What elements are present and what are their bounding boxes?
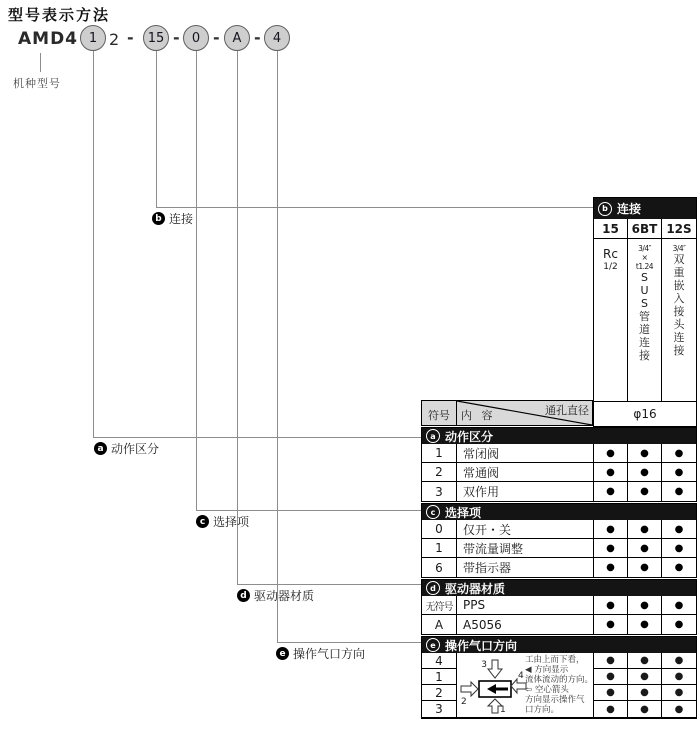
availability-dot: ● <box>594 520 628 538</box>
connection-cell-15 <box>594 239 628 401</box>
caption-leader-line <box>40 53 41 72</box>
row-content: 常闭阀 <box>457 444 594 462</box>
availability-dot: ● <box>662 685 696 701</box>
port-arrow-top-icon <box>488 660 502 678</box>
row-symbol: A <box>422 615 457 634</box>
cell-text: Rc <box>603 247 618 261</box>
section-header <box>422 428 696 444</box>
pointer-label-material <box>237 587 314 604</box>
availability-dot: ● <box>662 653 696 669</box>
model-caption: 机种型号 <box>13 77 61 90</box>
availability-dot: ● <box>628 615 662 634</box>
row-symbol: 无符号 <box>422 596 457 614</box>
row-symbol: 1 <box>422 669 456 685</box>
cell-text: 头 <box>673 318 685 331</box>
symbol-column-header: 符号 <box>422 401 457 425</box>
row-content: 常通阀 <box>457 463 594 481</box>
availability-dot: ● <box>628 444 662 462</box>
badge-c-icon: c <box>196 515 209 528</box>
connection-body <box>594 239 696 401</box>
cell-text: 3/4″ <box>638 244 651 253</box>
row-symbol: 1 <box>422 539 457 557</box>
code-dash: - <box>127 28 134 47</box>
section-action-table <box>421 427 697 502</box>
connector-line-b <box>156 51 157 207</box>
row-symbol: 0 <box>422 520 457 538</box>
connector-line-d <box>237 584 421 585</box>
cell-text: 接 <box>673 305 685 318</box>
cell-text: 管 <box>639 310 650 323</box>
availability-dot: ● <box>594 463 628 481</box>
row-symbol: 2 <box>422 685 456 701</box>
section-material-table <box>421 579 697 635</box>
note-line: 口方向。 <box>525 705 560 715</box>
section-header <box>422 504 696 520</box>
availability-dot: ● <box>674 703 684 715</box>
availability-dot: ● <box>594 444 628 462</box>
connector-line-e <box>277 642 421 643</box>
badge-c-icon: c <box>426 505 440 519</box>
table-row <box>422 539 696 558</box>
table-row <box>422 558 696 577</box>
availability-dot: ● <box>594 539 628 557</box>
matrix-header <box>421 400 593 426</box>
connection-columns <box>594 219 696 239</box>
availability-dot: ● <box>674 619 684 630</box>
availability-dot: ● <box>594 596 628 614</box>
pointer-label-text: 连接 <box>169 212 194 226</box>
row-symbol: 1 <box>422 444 457 462</box>
row-content: PPS <box>457 596 594 614</box>
cell-text: t1.24 <box>635 262 654 271</box>
port-arrow-right-icon <box>511 679 526 693</box>
availability-dot: ● <box>674 466 684 478</box>
availability-dot: ● <box>594 685 627 701</box>
row-symbol: 6 <box>422 558 457 577</box>
cell-text: S <box>641 297 648 310</box>
availability-dot: ● <box>606 703 615 715</box>
connector-line-c <box>196 510 421 511</box>
availability-dot: ● <box>674 486 684 497</box>
page-title: 型号表示方法 <box>8 6 111 24</box>
cell-text: × <box>641 253 648 262</box>
dot-column <box>594 653 628 717</box>
cell-text: 接 <box>673 344 685 357</box>
connector-line-a <box>93 51 94 437</box>
column-header: 12S <box>666 221 692 236</box>
cell-text: 1/2 <box>603 262 618 272</box>
connection-table-title: 连接 <box>617 202 642 216</box>
note-line: ◀ 方向显示 <box>525 665 569 675</box>
cell-text: 嵌 <box>673 279 685 292</box>
availability-dot: ● <box>594 558 628 577</box>
port-label-4: 4 <box>518 671 524 681</box>
availability-dot: ● <box>628 463 662 481</box>
connection-cell-12s <box>662 239 696 401</box>
availability-dot: ● <box>594 615 628 634</box>
section-header <box>422 637 696 653</box>
port-label-1: 1 <box>500 705 506 715</box>
port-label-3: 3 <box>481 660 487 670</box>
availability-dot: ● <box>662 669 696 685</box>
section-option-table <box>421 503 697 578</box>
connector-line-b <box>156 207 593 208</box>
row-content: 带指示器 <box>457 558 594 577</box>
section-title: 选择项 <box>445 505 482 520</box>
row-content: 仅开・关 <box>457 520 594 538</box>
connection-table-header <box>594 198 696 219</box>
content-header-text: 内 容 <box>461 409 496 422</box>
pointer-label-action <box>94 440 159 457</box>
valve-direction-diagram <box>457 653 527 717</box>
port-direction-body <box>422 653 696 717</box>
section-header <box>422 580 696 596</box>
availability-dot: ● <box>674 542 684 554</box>
badge-b-icon: b <box>152 212 165 225</box>
availability-dot: ● <box>594 653 627 669</box>
pointer-label-text: 驱动器材质 <box>254 589 315 603</box>
row-content: A5056 <box>457 615 594 634</box>
availability-dot: ● <box>594 669 627 685</box>
availability-dot: ● <box>674 447 684 459</box>
availability-dot: ● <box>594 482 628 501</box>
availability-dot: ● <box>640 703 649 715</box>
code-plain-2: 2 <box>109 30 120 49</box>
note-line: 工由上而下看， <box>525 655 585 665</box>
model-prefix: AMD4 <box>18 29 79 49</box>
availability-dot: ● <box>628 482 662 501</box>
pointer-label-text: 操作气口方向 <box>293 647 366 661</box>
section-title: 驱动器材质 <box>445 581 506 596</box>
cell-text: 连 <box>673 331 685 344</box>
code-circle-0: 0 <box>183 25 209 51</box>
row-content: 带流量调整 <box>457 539 594 557</box>
cell-text: 入 <box>673 292 685 305</box>
note-line: 方向显示操作气 <box>525 695 585 705</box>
cell-text: 双 <box>673 253 685 266</box>
connector-line-d <box>237 51 238 584</box>
port-direction-diagram-cell <box>457 653 594 717</box>
availability-dot: ● <box>628 596 662 614</box>
pointer-label-connection <box>152 210 193 227</box>
table-row <box>422 444 696 463</box>
connector-line-e <box>277 51 278 642</box>
availability-dot: ● <box>674 562 684 573</box>
badge-a-icon: a <box>94 442 107 455</box>
badge-d-icon: d <box>237 589 250 602</box>
availability-dot: ● <box>674 599 684 611</box>
bore-diameter-cell: φ16 <box>594 401 696 426</box>
cell-text: 接 <box>639 349 650 362</box>
availability-dot: ● <box>628 539 662 557</box>
note-line: 流体流动的方向。 <box>525 675 594 685</box>
section-port-direction-table <box>421 636 697 719</box>
section-title: 动作区分 <box>445 429 494 444</box>
badge-e-icon: e <box>426 638 440 652</box>
cell-text: U <box>640 284 649 297</box>
code-circle-15: 15 <box>143 25 169 51</box>
code-circle-1: 1 <box>80 25 106 51</box>
dot-column <box>662 653 696 717</box>
cell-text: 道 <box>639 323 650 336</box>
cell-text: 3/4″ <box>672 244 686 253</box>
row-content: 双作用 <box>457 482 594 501</box>
dot-column <box>628 653 662 717</box>
code-circle-A: A <box>224 25 250 51</box>
note-line: ⇦ 空心箭头 <box>525 685 569 695</box>
row-symbol: 4 <box>422 653 456 669</box>
port-label-2: 2 <box>461 697 467 707</box>
cell-text: S <box>641 271 648 284</box>
table-row <box>422 615 696 634</box>
availability-dot: ● <box>628 653 661 669</box>
row-symbol: 3 <box>435 702 443 716</box>
port-arrow-left-icon <box>461 682 478 696</box>
table-row <box>422 482 696 501</box>
port-direction-note <box>525 655 593 715</box>
code-dash: - <box>173 28 180 47</box>
table-row <box>422 596 696 615</box>
code-dash: - <box>213 28 220 47</box>
connector-line-a <box>93 437 421 438</box>
availability-dot: ● <box>628 520 662 538</box>
pointer-label-option <box>196 513 249 530</box>
content-column-header <box>457 401 592 425</box>
connector-line-c <box>196 51 197 510</box>
column-header: 15 <box>594 219 628 238</box>
badge-e-icon: e <box>276 647 289 660</box>
symbol-column <box>422 653 457 717</box>
section-title: 操作气口方向 <box>445 638 518 653</box>
connection-table <box>593 197 697 427</box>
code-circle-4: 4 <box>264 25 290 51</box>
availability-dot: ● <box>628 558 662 577</box>
badge-a-icon: a <box>426 429 440 443</box>
availability-dot: ● <box>628 685 661 701</box>
row-symbol: 3 <box>422 482 457 501</box>
diagonal-header-text: 通孔直径 <box>545 404 589 417</box>
row-symbol: 2 <box>422 463 457 481</box>
connection-cell-6bt <box>628 239 662 401</box>
availability-dot: ● <box>674 523 684 535</box>
pointer-label-port-direction <box>276 645 365 662</box>
badge-b-icon: b <box>598 202 612 216</box>
badge-d-icon: d <box>426 581 440 595</box>
pointer-label-text: 选择项 <box>213 515 250 529</box>
cell-text: 连 <box>639 336 650 349</box>
table-row <box>422 520 696 539</box>
pointer-label-text: 动作区分 <box>111 442 160 456</box>
cell-text: 重 <box>673 266 685 279</box>
availability-dot: ● <box>628 669 661 685</box>
column-header: 6BT <box>628 219 662 238</box>
code-dash: - <box>254 28 261 47</box>
table-row <box>422 463 696 482</box>
